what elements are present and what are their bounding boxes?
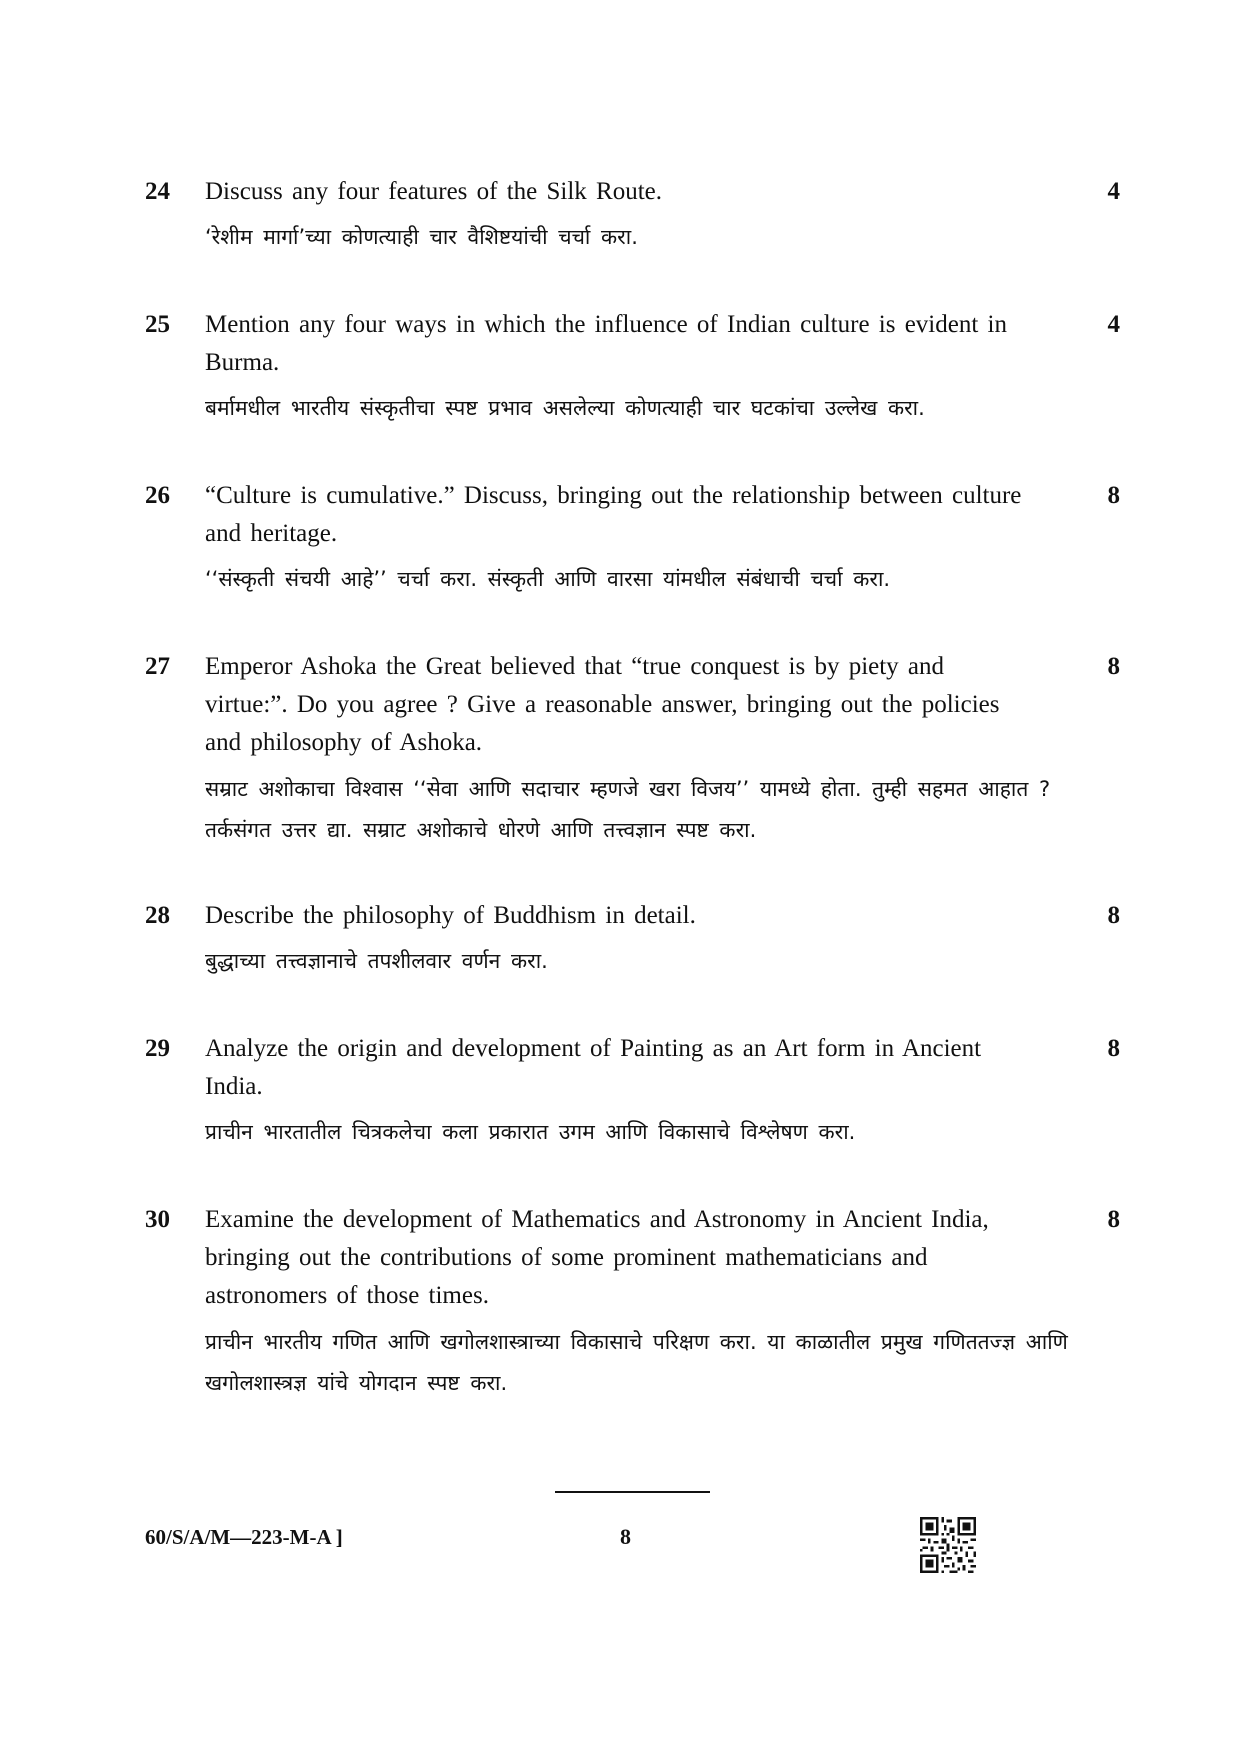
question-number: 27	[145, 653, 170, 680]
end-divider	[555, 1491, 710, 1493]
question-number: 28	[145, 902, 170, 929]
question-text-marathi: ‘‘संस्कृती संचयी आहे’’ चर्चा करा. संस्कृती आणि वारसा यांमधील संबंधाची चर्चा करा.	[205, 567, 891, 591]
question-text-marathi: सम्राट अशोकाचा विश्वास ‘‘सेवा आणि सदाचार म्हणजे खरा विजय’’ यामध्ये होता. तुम्ही सहमत आहात ? तर्कसंगत उत्तर द्या. सम्राट अशोकाचे धोरणे आणि तत्त्वज्ञान स्पष्ट करा.	[205, 777, 1051, 842]
question-number: 30	[145, 1206, 170, 1233]
question-marks: 8	[1107, 653, 1120, 680]
question-text-english: Examine the development of Mathematics and Astronomy in Ancient India, bringing out the contributions of some prominent mathematicians and astronomers of those times.	[205, 1206, 989, 1309]
question-text-marathi: प्राचीन भारतीय गणित आणि खगोलशास्त्राच्या विकासाचे परिक्षण करा. या काळातील प्रमुख गणिततज्ज्ञ आणि खगोलशास्त्रज्ञ यांचे योगदान स्पष्ट करा.	[205, 1330, 1068, 1395]
question-number: 29	[145, 1035, 170, 1062]
question-number: 25	[145, 311, 170, 338]
question-text-marathi: प्राचीन भारतातील चित्रकलेचा कला प्रकारात उगम आणि विकासाचे विश्लेषण करा.	[205, 1120, 856, 1144]
question-text-english: Describe the philosophy of Buddhism in detail.	[205, 902, 696, 929]
qr-code-icon	[920, 1517, 976, 1573]
question-marks: 8	[1107, 482, 1120, 509]
page-number: 8	[620, 1524, 631, 1549]
question-marks: 4	[1107, 178, 1120, 205]
question-text-english: Analyze the origin and development of Painting as an Art form in Ancient India.	[205, 1035, 982, 1100]
question-text-english: Discuss any four features of the Silk Route.	[205, 178, 663, 205]
question-text-marathi: ‘रेशीम मार्गा’च्या कोणत्याही चार वैशिष्टयांची चर्चा करा.	[205, 225, 638, 249]
question-text-marathi: बर्मामधील भारतीय संस्कृतीचा स्पष्ट प्रभाव असलेल्या कोणत्याही चार घटकांचा उल्लेख करा.	[205, 396, 925, 420]
question-text-marathi: बुद्धाच्या तत्त्वज्ञानाचे तपशीलवार वर्णन करा.	[205, 949, 548, 973]
question-number: 26	[145, 482, 170, 509]
paper-code: 60/S/A/M—223-M-A ]	[145, 1525, 343, 1549]
question-text-english: Emperor Ashoka the Great believed that “true conquest is by piety and virtue:”. Do you agree ? Give a reasonable answer, bringing out the policies and philosophy of Ashoka.	[205, 653, 1000, 756]
question-text-english: “Culture is cumulative.” Discuss, bringing out the relationship between culture and heritage.	[205, 482, 1022, 547]
question-marks: 8	[1107, 1035, 1120, 1062]
question-marks: 8	[1107, 1206, 1120, 1233]
question-marks: 4	[1107, 311, 1120, 338]
question-text-english: Mention any four ways in which the influence of Indian culture is evident in Burma.	[205, 311, 1007, 376]
question-number: 24	[145, 178, 170, 205]
question-marks: 8	[1107, 902, 1120, 929]
